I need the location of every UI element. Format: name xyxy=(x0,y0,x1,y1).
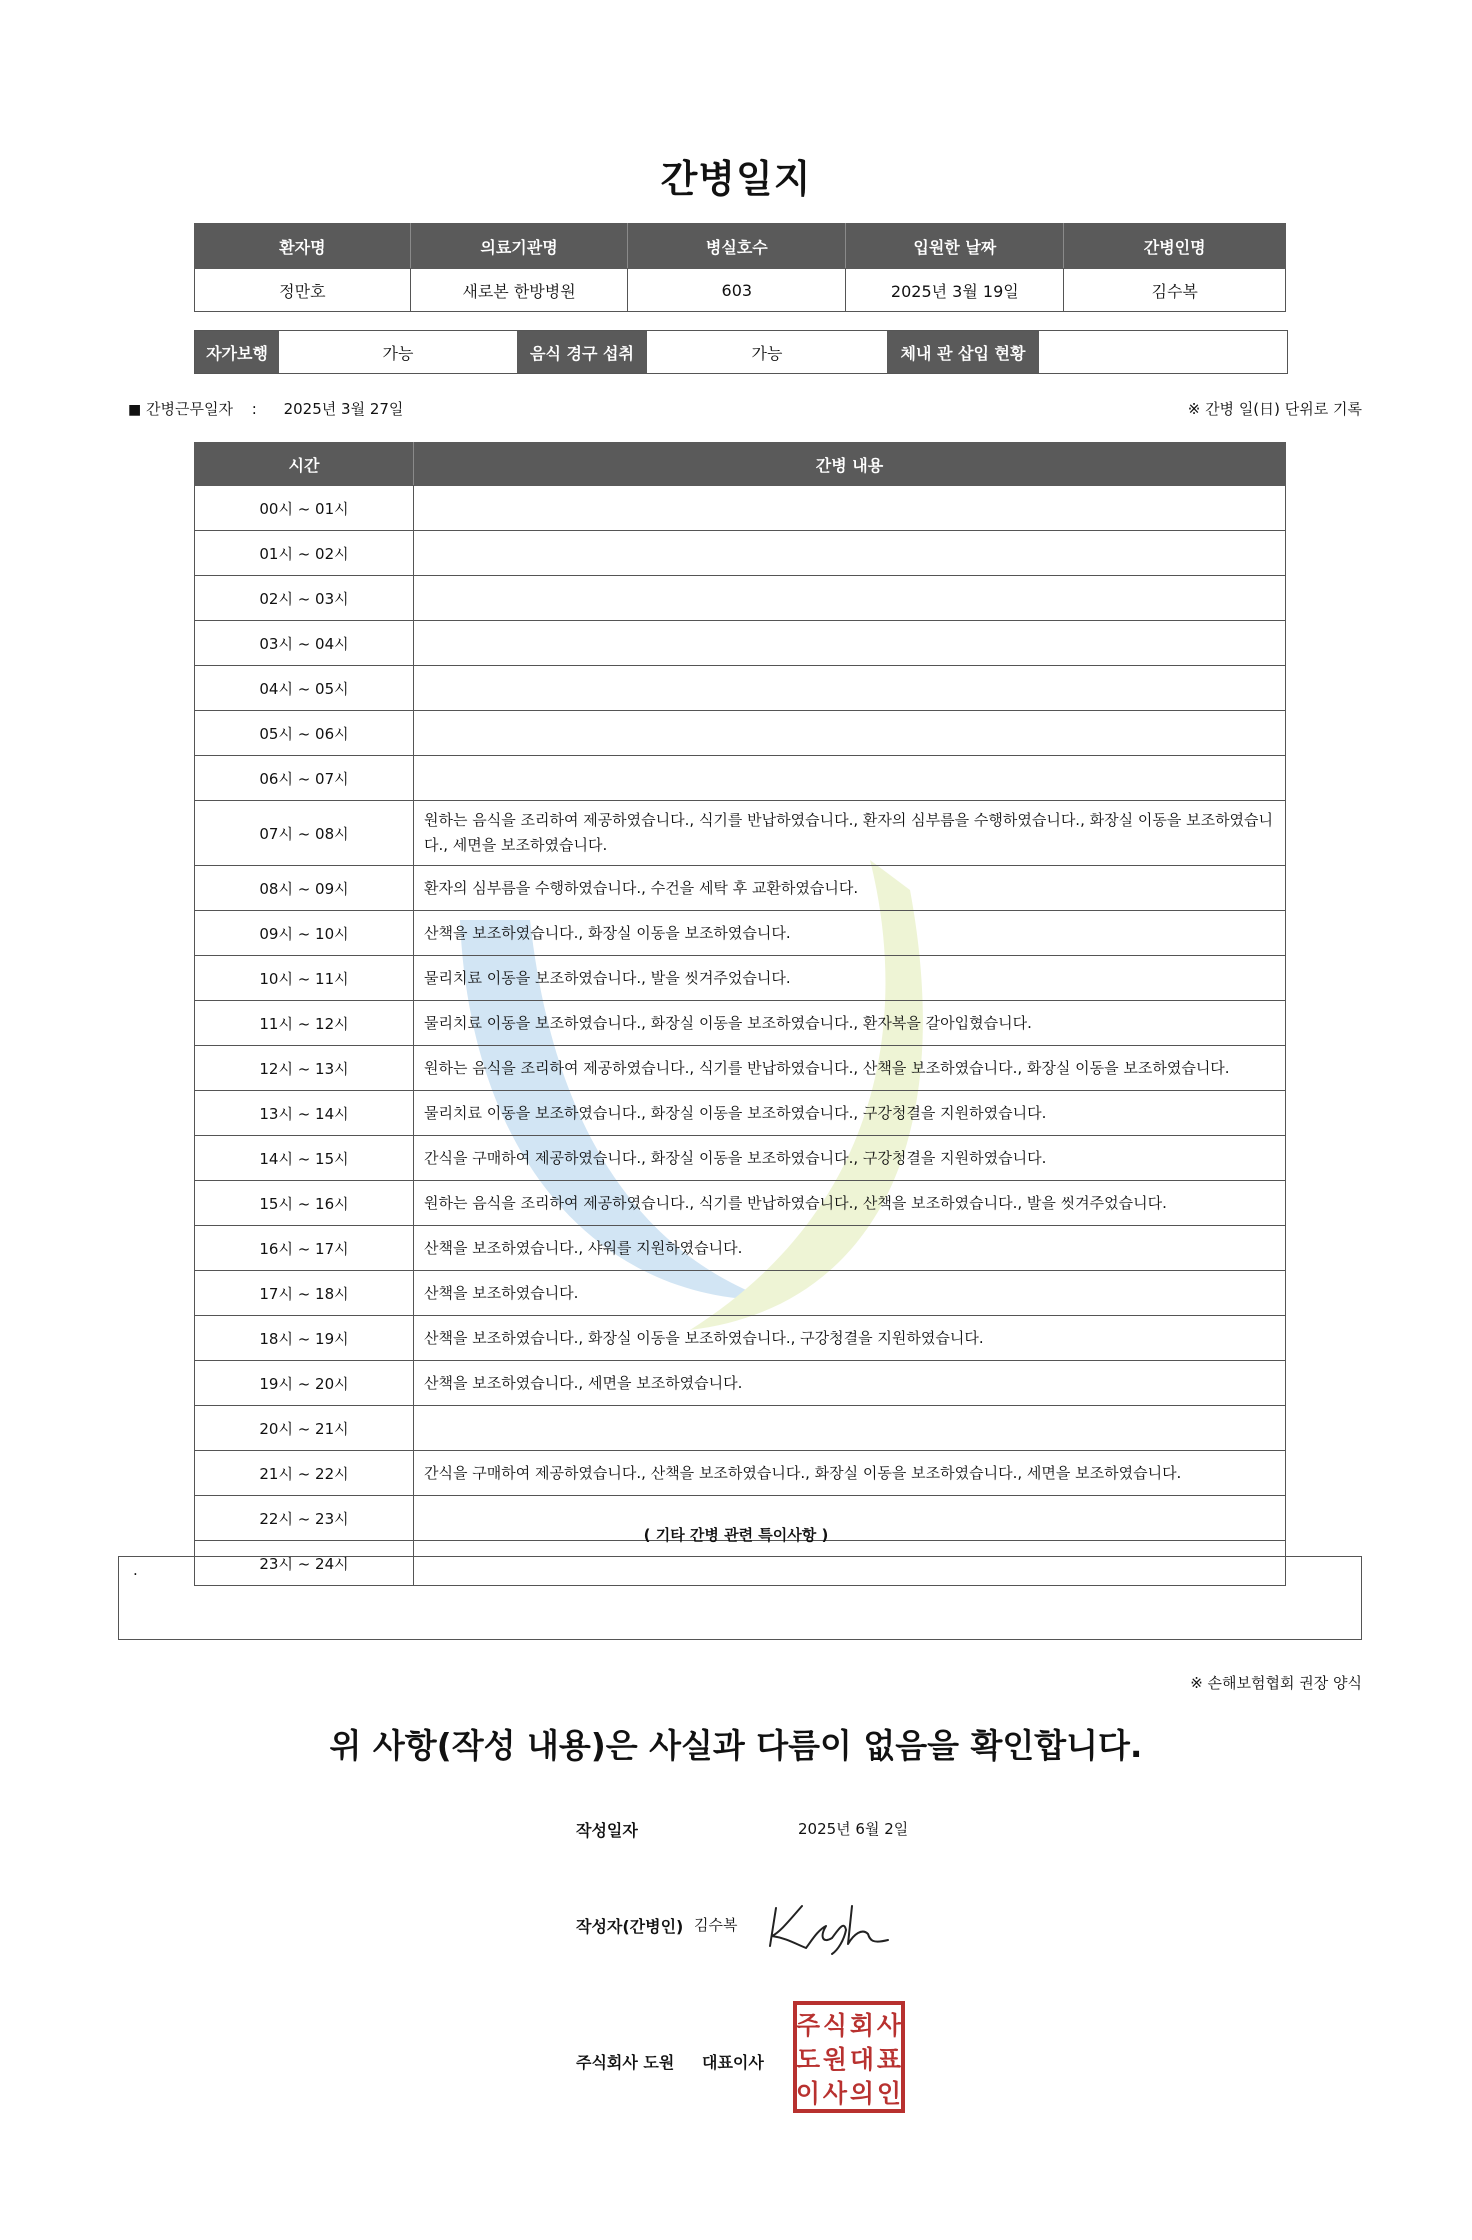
form-source-note: ※ 손해보험협회 권장 양식 xyxy=(1190,1674,1362,1692)
log-time-cell: 22시 ~ 23시 xyxy=(195,1496,414,1541)
log-content-cell: 간식을 구매하여 제공하였습니다., 산책을 보조하였습니다., 화장실 이동을 보조하였습니다., 세면을 보조하였습니다. xyxy=(414,1451,1286,1496)
log-time-cell: 23시 ~ 24시 xyxy=(195,1541,414,1586)
seal-character: 식 xyxy=(822,2011,848,2040)
log-content-cell xyxy=(414,486,1286,531)
log-time-cell: 07시 ~ 08시 xyxy=(195,801,414,866)
log-time-cell: 19시 ~ 20시 xyxy=(195,1361,414,1406)
ceo-label: 대표이사 xyxy=(702,2053,764,2072)
patient-status-row xyxy=(194,330,1288,374)
care-log-row xyxy=(195,1226,1286,1271)
header-hospital-name: 의료기관명 xyxy=(410,224,628,269)
care-log-row xyxy=(195,1136,1286,1181)
log-time-cell: 14시 ~ 15시 xyxy=(195,1136,414,1181)
handwritten-signature xyxy=(762,1900,902,1958)
care-log-row xyxy=(195,866,1286,911)
log-content-cell xyxy=(414,756,1286,801)
care-log-row xyxy=(195,1361,1286,1406)
care-log-row xyxy=(195,1406,1286,1451)
record-unit-note: ※ 간병 일(日) 단위로 기록 xyxy=(1187,400,1362,418)
log-time-cell: 09시 ~ 10시 xyxy=(195,911,414,956)
log-time-cell: 11시 ~ 12시 xyxy=(195,1001,414,1046)
log-time-cell: 17시 ~ 18시 xyxy=(195,1271,414,1316)
header-time: 시간 xyxy=(195,443,414,486)
work-date-colon: : xyxy=(251,400,257,418)
seal-character: 주 xyxy=(795,2011,821,2040)
care-log-row xyxy=(195,1001,1286,1046)
caregiver-name: 김수복 xyxy=(1064,269,1286,312)
log-time-cell: 02시 ~ 03시 xyxy=(195,576,414,621)
writer-label: 작성자(간병인) xyxy=(576,1917,684,1936)
log-content-cell: 환자의 심부름을 수행하였습니다., 수건을 세탁 후 교환하였습니다. xyxy=(414,866,1286,911)
room-number: 603 xyxy=(628,269,846,312)
seal-character: 의 xyxy=(849,2079,875,2108)
log-time-cell: 00시 ~ 01시 xyxy=(195,486,414,531)
log-content-cell: 산책을 보조하였습니다., 화장실 이동을 보조하였습니다. xyxy=(414,911,1286,956)
care-log-row xyxy=(195,1316,1286,1361)
care-log-row xyxy=(195,711,1286,756)
work-date-label: 간병근무일자 xyxy=(146,400,233,418)
admission-date: 2025년 3월 19일 xyxy=(846,269,1064,312)
log-time-cell: 13시 ~ 14시 xyxy=(195,1091,414,1136)
log-time-cell: 16시 ~ 17시 xyxy=(195,1226,414,1271)
care-log-body xyxy=(195,486,1286,1586)
seal-character: 표 xyxy=(876,2045,902,2074)
log-time-cell: 01시 ~ 02시 xyxy=(195,531,414,576)
log-content-cell: 원하는 음식을 조리하여 제공하였습니다., 식기를 반납하였습니다., 산책을 보조하였습니다., 발을 씻겨주었습니다. xyxy=(414,1181,1286,1226)
seal-character: 회 xyxy=(849,2011,875,2040)
seal-character: 원 xyxy=(822,2045,848,2074)
header-caregiver-name: 간병인명 xyxy=(1064,224,1286,269)
walk-value: 가능 xyxy=(382,343,414,363)
log-content-cell: 물리치료 이동을 보조하였습니다., 화장실 이동을 보조하였습니다., 구강청결을 지원하였습니다. xyxy=(414,1091,1286,1136)
care-log-row xyxy=(195,576,1286,621)
header-care-content: 간병 내용 xyxy=(414,443,1286,486)
care-log-row xyxy=(195,956,1286,1001)
eat-value: 가능 xyxy=(751,343,783,363)
work-date xyxy=(128,398,403,419)
care-log-row xyxy=(195,1091,1286,1136)
log-content-cell: 산책을 보조하였습니다. xyxy=(414,1271,1286,1316)
tube-label: 체내 관 삽입 현황 xyxy=(887,331,1039,373)
log-content-cell: 원하는 음식을 조리하여 제공하였습니다., 식기를 반납하였습니다., 산책을 보조하였습니다., 화장실 이동을 보조하였습니다. xyxy=(414,1046,1286,1091)
patient-info-header-row xyxy=(195,224,1286,269)
care-log-row xyxy=(195,1451,1286,1496)
patient-name: 정만호 xyxy=(195,269,411,312)
log-time-cell: 05시 ~ 06시 xyxy=(195,711,414,756)
seal-character: 인 xyxy=(876,2079,902,2108)
log-time-cell: 03시 ~ 04시 xyxy=(195,621,414,666)
log-content-cell: 산책을 보조하였습니다., 세면을 보조하였습니다. xyxy=(414,1361,1286,1406)
walk-label: 자가보행 xyxy=(195,331,279,373)
log-time-cell: 06시 ~ 07시 xyxy=(195,756,414,801)
writer-name: 김수복 xyxy=(694,1916,738,1934)
care-log-row xyxy=(195,621,1286,666)
patient-info-table xyxy=(194,223,1286,312)
eat-label: 음식 경구 섭취 xyxy=(517,331,647,373)
written-date-label: 작성일자 xyxy=(576,1821,638,1840)
care-log-header-row xyxy=(195,443,1286,486)
log-content-cell: 간식을 구매하여 제공하였습니다., 화장실 이동을 보조하였습니다., 구강청결을 지원하였습니다. xyxy=(414,1136,1286,1181)
log-content-cell: 산책을 보조하였습니다., 샤워를 지원하였습니다. xyxy=(414,1226,1286,1271)
log-time-cell: 18시 ~ 19시 xyxy=(195,1316,414,1361)
log-time-cell: 15시 ~ 16시 xyxy=(195,1181,414,1226)
seal-character: 사 xyxy=(876,2011,902,2040)
company-seal-stamp xyxy=(792,2000,906,2114)
log-time-cell: 21시 ~ 22시 xyxy=(195,1451,414,1496)
document-title: 간병일지 xyxy=(660,157,812,201)
care-log-row xyxy=(195,1271,1286,1316)
log-content-cell: 원하는 음식을 조리하여 제공하였습니다., 식기를 반납하였습니다., 환자의 심부름을 수행하였습니다., 화장실 이동을 보조하였습니다., 세면을 보조하였습니다. xyxy=(414,801,1286,866)
care-log-row xyxy=(195,486,1286,531)
log-content-cell: 물리치료 이동을 보조하였습니다., 발을 씻겨주었습니다. xyxy=(414,956,1286,1001)
log-time-cell: 12시 ~ 13시 xyxy=(195,1046,414,1091)
header-patient-name: 환자명 xyxy=(195,224,411,269)
log-content-cell: 물리치료 이동을 보조하였습니다., 화장실 이동을 보조하였습니다., 환자복을 갈아입혔습니다. xyxy=(414,1001,1286,1046)
header-room-number: 병실호수 xyxy=(628,224,846,269)
care-log-row xyxy=(195,756,1286,801)
care-log-row xyxy=(195,1046,1286,1091)
log-content-cell xyxy=(414,531,1286,576)
log-content-cell xyxy=(414,621,1286,666)
care-log-row xyxy=(195,531,1286,576)
log-time-cell: 08시 ~ 09시 xyxy=(195,866,414,911)
log-time-cell: 20시 ~ 21시 xyxy=(195,1406,414,1451)
care-log-row xyxy=(195,1181,1286,1226)
log-content-cell xyxy=(414,711,1286,756)
written-date-value: 2025년 6월 2일 xyxy=(798,1820,909,1838)
log-time-cell: 10시 ~ 11시 xyxy=(195,956,414,1001)
seal-character: 도 xyxy=(795,2045,821,2074)
confirmation-statement: 위 사항(작성 내용)은 사실과 다름이 없음을 확인합니다. xyxy=(329,1726,1143,1765)
header-admission-date: 입원한 날짜 xyxy=(846,224,1064,269)
log-content-cell xyxy=(414,1406,1286,1451)
special-notes-content: . xyxy=(133,1561,138,1579)
seal-character: 대 xyxy=(849,2045,875,2074)
log-content-cell: 산책을 보조하였습니다., 화장실 이동을 보조하였습니다., 구강청결을 지원하였습니다. xyxy=(414,1316,1286,1361)
care-log-table xyxy=(194,442,1286,1586)
square-bullet-icon: ■ xyxy=(128,402,142,418)
seal-character: 사 xyxy=(822,2079,848,2108)
patient-info-value-row xyxy=(195,269,1286,312)
care-log-row xyxy=(195,801,1286,866)
hospital-name: 새로본 한방병원 xyxy=(410,269,628,312)
tube-value xyxy=(1039,331,1287,373)
log-content-cell xyxy=(414,666,1286,711)
log-time-cell: 04시 ~ 05시 xyxy=(195,666,414,711)
care-log-row xyxy=(195,666,1286,711)
special-notes-box xyxy=(118,1556,1362,1640)
care-log-row xyxy=(195,911,1286,956)
special-notes-title: ( 기타 간병 관련 특이사항 ) xyxy=(643,1526,829,1544)
work-date-value: 2025년 3월 27일 xyxy=(283,400,404,418)
seal-character: 이 xyxy=(795,2079,821,2108)
company-label: 주식회사 도원 xyxy=(576,2053,675,2072)
log-content-cell xyxy=(414,576,1286,621)
